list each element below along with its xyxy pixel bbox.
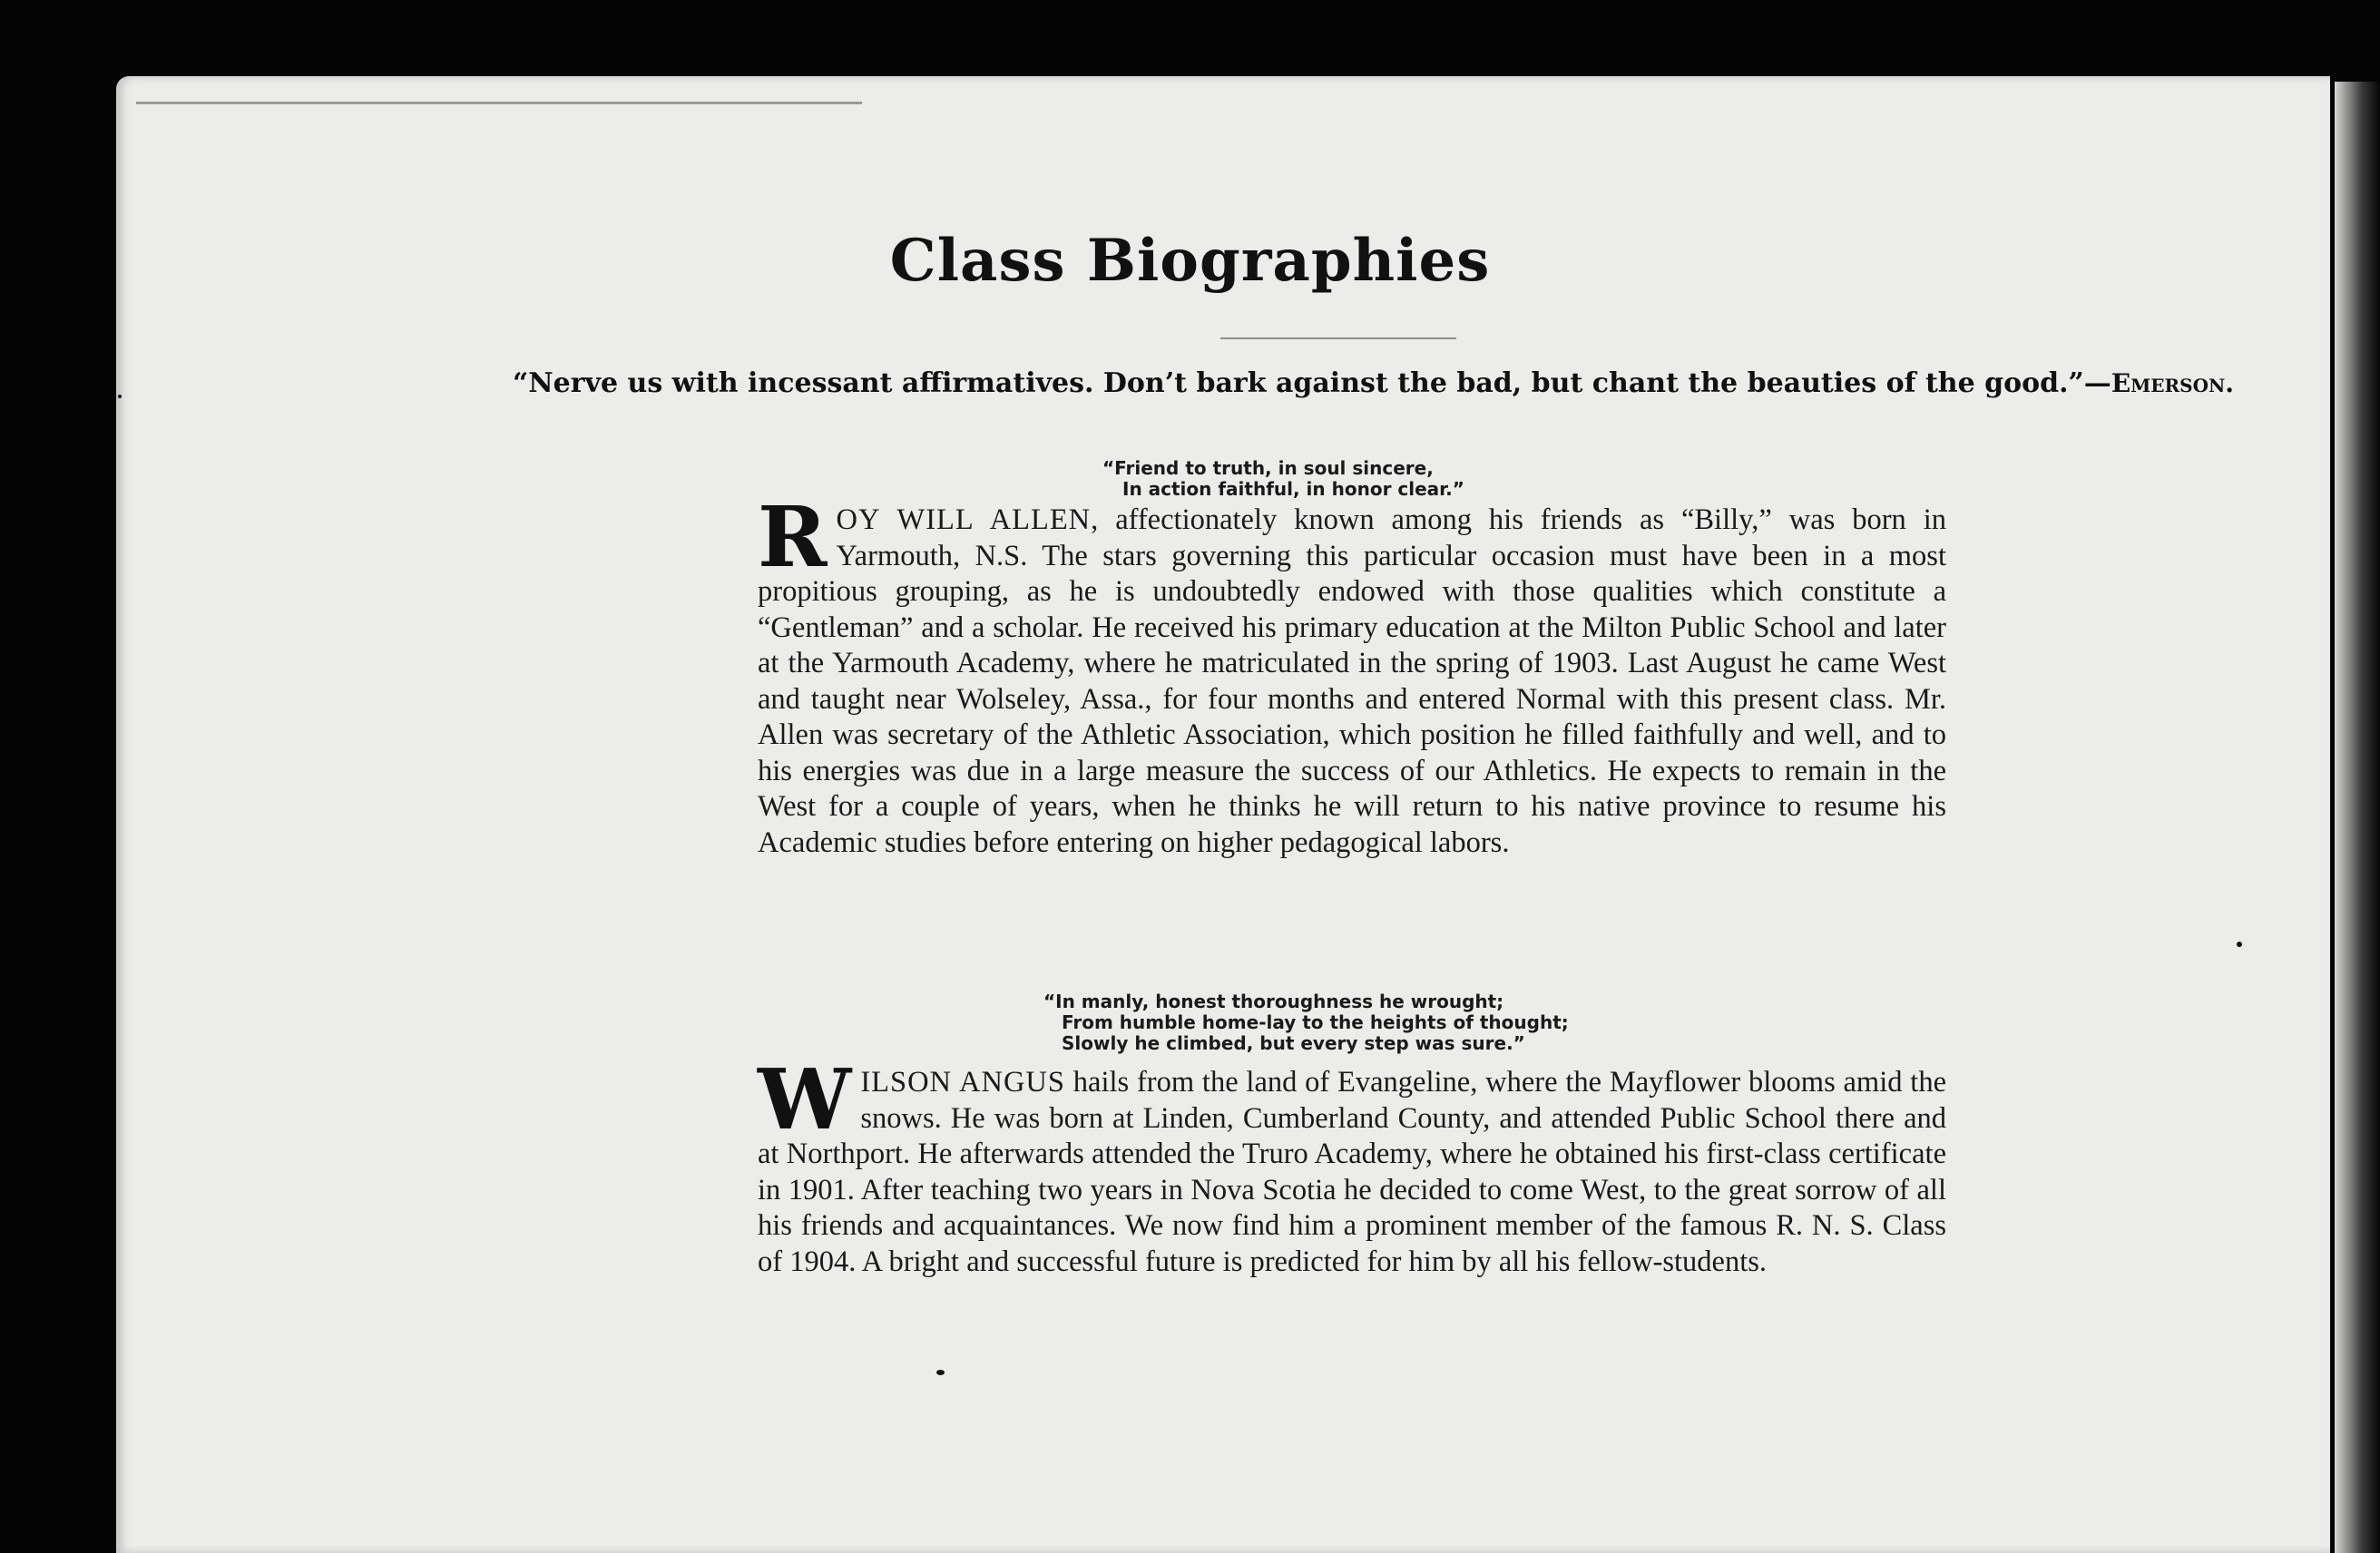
verse-line: Slowly he climbed, but every step was sure.” <box>1062 1032 1525 1054</box>
verse-angus <box>1043 991 1569 1054</box>
scan-speck <box>2237 942 2242 947</box>
biography-angus <box>758 1050 1946 1280</box>
verse-line: In action faithful, in honor clear.” <box>1122 478 1464 500</box>
page-title: Class Biographies <box>889 227 1491 295</box>
biography-name: ILSON ANGUS <box>860 1066 1065 1099</box>
verse-line: “In manly, honest thoroughness he wrought; <box>1043 991 1504 1012</box>
biography-name: OY WILL ALLEN <box>836 503 1092 536</box>
scan-speck <box>118 395 122 398</box>
verse-allen <box>1102 458 1464 500</box>
verse-line: From humble home-lay to the heights of thought; <box>1062 1011 1569 1033</box>
drop-cap: W <box>758 1050 852 1148</box>
drop-cap: R <box>758 488 828 586</box>
page-right-edge <box>2335 82 2380 1553</box>
title-divider <box>1220 337 1456 339</box>
motto-quote <box>513 367 2235 399</box>
biography-text: , affectionately known among his friends as “Billy,” was born in Yarmouth, N.S. The stars governing this particular occasion must have been in a most propitious grouping, as he is undoubtedly endowed with those qualities which constitute a “Gentleman” and a scholar. He received his primary education at the Milton Public School and later at the Yarmouth Academy, where he matriculated in the spring of 1903. Last August he came West and taught near Wolseley, Assa., for four months and entered Normal with this present class. Mr. Allen was secretary of the Athletic Association, which position he filled faithfully and well, and to his energies was due in a large measure the success of our Athletics. He expects to remain in the West for a couple of years, when he thinks he will return to his native province to resume his Academic studies before entering on higher pedagogical labors. <box>758 503 1946 859</box>
verse-line: “Friend to truth, in soul sincere, <box>1102 457 1434 479</box>
biography-text: hails from the land of Evangeline, where the Mayflower blooms amid the snows. He was born at Linden, Cumberland County, and attended Public School there and at Northport. He afterwards attended the Truro Academy, where he obtained his first-class certificate in 1901. After teaching two years in Nova Scotia he decided to come West, to the great sorrow of all his friends and acquaintances. We now find him a prominent member of the famous R. N. S. Class of 1904. A bright and successful future is predicted for him by all his fellow-students. <box>758 1066 1946 1278</box>
page-edge-line <box>136 102 862 104</box>
motto-text: “Nerve us with incessant affirmatives. Don’t bark against the bad, but chant the beauties of the good.”— <box>513 367 2111 399</box>
motto-author: Emerson. <box>2111 368 2235 398</box>
scan-speck <box>936 1370 945 1375</box>
